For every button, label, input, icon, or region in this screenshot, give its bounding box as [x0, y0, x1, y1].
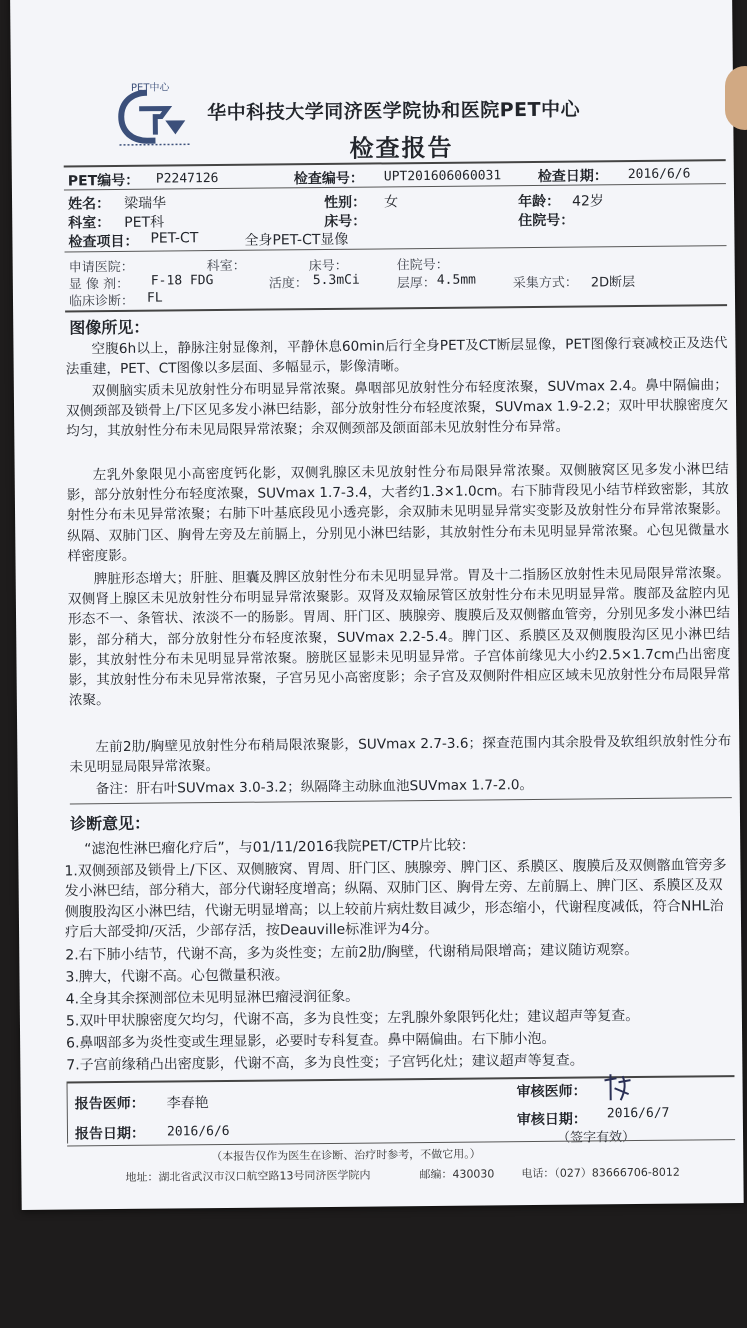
hospital-name: 华中科技大学同济医学院协和医院PET中心	[207, 98, 581, 125]
address: 地址：湖北省武汉市汉口航空路13号同济医学院内	[125, 1168, 371, 1184]
acq: 2D断层	[590, 275, 636, 291]
pet-no-label: PET编号：	[67, 172, 140, 190]
exam-date-label: 检查日期：	[537, 168, 608, 185]
findings-paragraph-1: 空腹6h以上，静脉注射显像剂，平静休息60min后行全身PET及CT断层显像，PET图像行衰减校正及迭代法重建，PET、CT图像以多层面、多幅显示，影像清晰。	[65, 335, 728, 378]
exam-item-label: 检查项目：	[68, 233, 139, 251]
report-sheet	[10, 0, 744, 1210]
findings-note: 备注：肝右叶SUVmax 3.0-3.2；纵隔降主动脉血池SUVmax 1.7-2.0。	[95, 777, 534, 798]
report-date-label: 报告日期：	[74, 1125, 146, 1143]
dept-label: 科室：	[68, 215, 111, 232]
signature-note: （签字有效）	[556, 1130, 636, 1146]
report-doctor-label: 报告医师：	[74, 1095, 145, 1113]
name-label: 姓名：	[68, 196, 111, 213]
exam-item-desc: 全身PET-CT显像	[244, 231, 349, 249]
exam-item: PET-CT	[150, 230, 199, 247]
report-title: 检查报告	[349, 133, 454, 163]
reviewer-signature-mark	[600, 1070, 636, 1104]
pet-no: P2247126	[155, 171, 219, 187]
exam-no-label: 检查编号：	[293, 170, 364, 188]
report-doctor: 李春艳	[166, 1095, 209, 1112]
patient-dept: PET科	[124, 214, 165, 231]
acq-label: 采集方式：	[512, 275, 578, 292]
postcode: 邮编：430030	[419, 1167, 495, 1182]
findings-paragraph-5: 左前2肋/胸壁见放射性分布稍局限浓聚影，SUVmax 2.7-3.6；探查范围内其余股骨及软组织放射性分布未见明显局限异常浓聚。	[69, 733, 732, 776]
patient-sex: 女	[383, 194, 399, 211]
request-hospital-label: 申请医院：	[68, 259, 134, 276]
bed-label: 床号：	[324, 213, 367, 230]
clinical-diagnosis: FL	[146, 290, 163, 306]
diagnosis-item-3: 3.脾大，代谢不高。心包微量积液。	[65, 967, 289, 986]
diagnosis-intro: “滤泡性淋巴瘤化疗后”，与01/11/2016我院PET/CTP片比较：	[84, 837, 475, 858]
request-dept-label: 科室：	[206, 258, 246, 275]
findings-paragraph-2: 双侧脑实质未见放射性分布明显异常浓聚。鼻咽部见放射性分布轻度浓聚，SUVmax 2.4。鼻中隔偏曲；双侧颈部及锁骨上/下区见多发小淋巴结影，部分放射性分布轻度浓聚，SUVmax 1.9-2.2；双叶甲状腺密度欠均匀，其放射性分布未见局限异常浓聚；余双侧颈部及颌面部未见放射性分布异常。	[65, 377, 729, 440]
exam-no: UPT201606060031	[383, 168, 502, 185]
sex-label: 性别：	[324, 194, 367, 211]
findings-paragraph-3: 左乳外象限见小高密度钙化影，双侧乳腺区未见放射性分布局限异常浓聚。双侧腋窝区见多发小淋巴结影，部分放射性分布轻度浓聚，SUVmax 1.7-3.4，大者约1.3×1.0cm。右下肺背段见小结节样致密影，其放射性分布未见异常浓聚；右肺下叶基底段见小透亮影，余双肺未见明显异常实变影及放射性分布异常浓聚影。纵隔、双肺门区、胸骨左旁及左前膈上，分别见小淋巴结影，其放射性分布未见明显异常浓聚。心包见微量水样密度影。	[66, 461, 730, 565]
phone: 电话：（027）83666706-8012	[521, 1165, 680, 1181]
age-label: 年龄：	[518, 193, 561, 211]
activity-label: 活度：	[268, 276, 308, 292]
finger	[725, 66, 747, 130]
diagnosis-item-5: 5.双叶甲状腺密度欠均匀，代谢不高，多为良性变；左乳腺外象限钙化灶；建议超声等复查。	[65, 1008, 640, 1030]
review-doctor-label: 审核医师：	[516, 1083, 587, 1101]
thickness-label: 层厚：	[396, 275, 436, 292]
diagnosis-item-7: 7.子宫前缘稍凸出密度影，代谢不高，多为良性变；子宫钙化灶；建议超声等复查。	[66, 1052, 584, 1074]
exam-date: 2016/6/6	[627, 166, 691, 183]
request-inpatient-label: 住院号：	[396, 257, 449, 274]
diagnosis-item-1: 1.双侧颈部及锁骨上/下区、双侧腋窝、胃周、肝门区、胰腺旁、脾门区、系膜区、腹膜后及双侧髂血管旁多发小淋巴结，部分稍大，部分代谢轻度增高；纵隔、双肺门区、胸骨左旁、左前膈上、脾门区、系膜区及双侧腹股沟区小淋巴结，代谢无明显增高；以上较前片病灶数目减少，形态缩小，代谢程度减低，符合NHL治疗后大部受抑/灭活，少部存活，按Deauville标准评为4分。	[64, 857, 727, 941]
findings-paragraph-4: 脾脏形态增大；肝脏、胆囊及脾区放射性分布未见明显异常。胃及十二指肠区放射性未见局限异常浓聚。双侧肾上腺区未见放射性分布明显异常浓聚影。双肾及双输尿管区放射性分布未见明显异常。腹部及盆腔内见形态不一、条管状、浓淡不一的肠影。胃周、肝门区、胰腺旁、腹膜后及双侧髂血管旁，分别见多发小淋巴结影，部分稍大，部分放射性分布轻度浓聚，SUVmax 2.2-5.4。脾门区、系膜区及双侧腹股沟区见小淋巴结影，其放射性分布未见明显异常浓聚。膀胱区显影未见明显异常。子宫体前缘见大小约2.5×1.7cm凸出密度影，其放射性分布未见异常浓聚，子宫另见小高密度影；余子宫及双侧附件相应区域未见放射性分布局限异常浓聚。	[67, 565, 731, 709]
patient-age: 42岁	[571, 193, 604, 210]
diagnosis-item-4: 4.全身其余探测部位未见明显淋巴瘤浸润征象。	[65, 988, 360, 1008]
review-date: 2016/6/7	[606, 1105, 670, 1122]
thickness: 4.5mm	[436, 272, 477, 288]
clinical-label: 临床诊断：	[68, 293, 135, 310]
inpatient-label: 住院号：	[518, 212, 575, 230]
patient-name: 梁瑞华	[124, 195, 167, 212]
findings-heading: 图像所见：	[69, 317, 150, 338]
diagnosis-item-2: 2.右下肺小结节，代谢不高，多为炎性变；左前2肋/胸壁，代谢稍局限增高；建议随访观察。	[65, 942, 639, 964]
agent-label: 显 像 剂：	[68, 276, 130, 293]
disclaimer: （本报告仅作为医生在诊断、治疗时参考，不做它用。）	[211, 1147, 481, 1164]
hospital-logo	[109, 78, 192, 149]
review-date-label: 审核日期：	[516, 1111, 587, 1129]
request-bed-label: 床号：	[308, 258, 348, 275]
diagnosis-item-6: 6.鼻咽部多为炎性变或生理显影，必要时专科复查。鼻中隔偏曲。右下肺小泡。	[66, 1030, 556, 1052]
diagnosis-heading: 诊断意见：	[69, 813, 151, 834]
agent: F-18 FDG	[150, 273, 214, 289]
report-date: 2016/6/6	[166, 1123, 230, 1140]
activity: 5.3mCi	[312, 272, 360, 289]
svg-text:PET中心: PET中心	[130, 82, 170, 94]
